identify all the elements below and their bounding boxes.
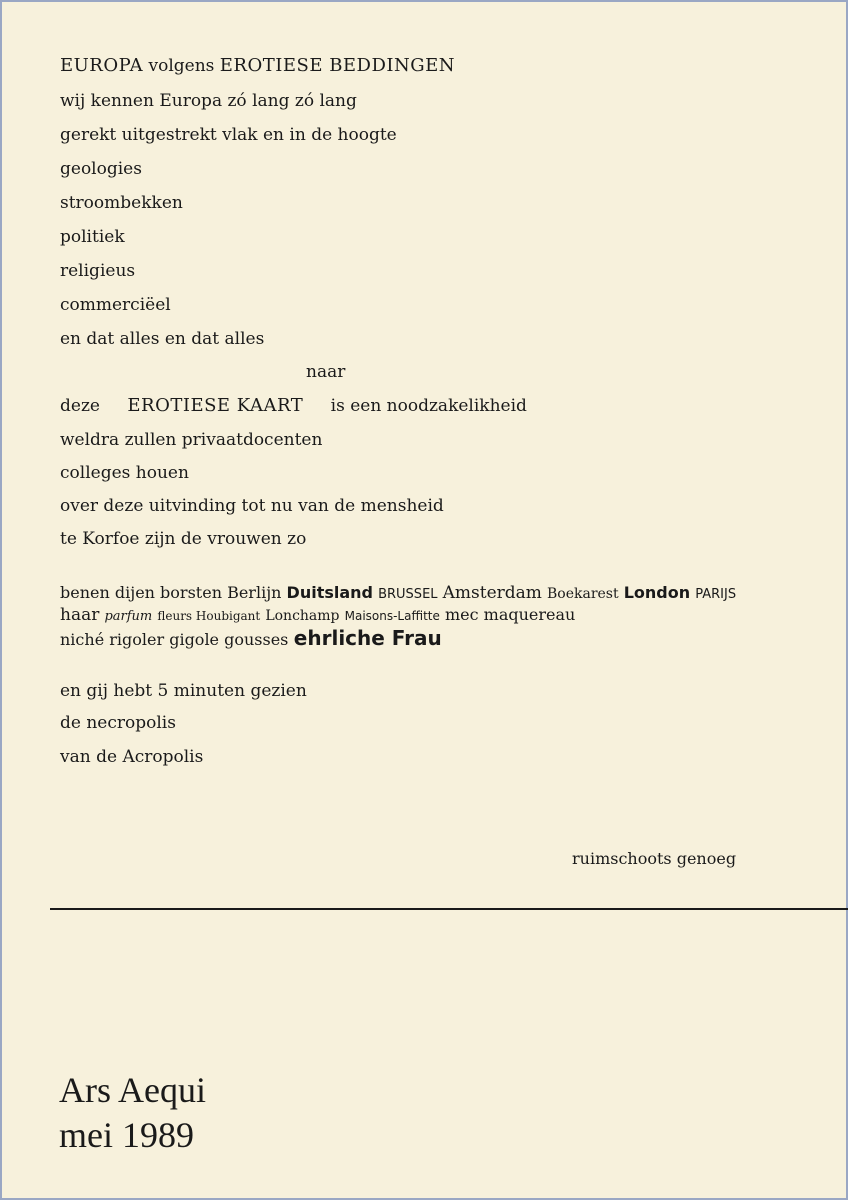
- collage-word: BRUSSEL: [378, 587, 438, 602]
- poem-line: te Korfoe zijn de vrouwen zo: [60, 529, 307, 549]
- poem-line: van de Acropolis: [60, 747, 204, 767]
- noodzakelikheid-phrase: is een noodzakelikheid: [330, 396, 527, 416]
- collage-word: benen dijen borsten Berlijn: [60, 583, 282, 602]
- poem-line: gerekt uitgestrekt vlak en in de hoogte: [60, 125, 397, 145]
- collage-word: parfum: [104, 609, 153, 624]
- collage-line-3: [60, 628, 442, 650]
- poem-line: over deze uitvinding tot nu van de mensheid: [60, 496, 444, 516]
- poem-naar: naar: [306, 362, 346, 382]
- erotiese-kaart: EROTIESE KAART: [127, 395, 304, 416]
- collage-word: niché rigoler gigole gousses: [60, 630, 289, 649]
- collage-word: haar: [60, 605, 100, 625]
- deze-word: deze: [60, 396, 100, 416]
- poem-line: colleges houen: [60, 463, 189, 483]
- poem-line: de necropolis: [60, 713, 176, 733]
- poem-line: stroombekken: [60, 193, 183, 213]
- collage-word: Boekarest: [547, 586, 619, 602]
- poem-signature: ruimschoots genoeg: [572, 849, 737, 868]
- collage-word: Amsterdam: [442, 583, 542, 603]
- poem-line: en dat alles en dat alles: [60, 329, 265, 349]
- collage-line-1: [60, 583, 736, 605]
- collage-word: ehrliche Frau: [293, 626, 442, 650]
- collage-word: fleurs Houbigant: [157, 609, 261, 623]
- collage-line-2: [60, 605, 575, 627]
- title-europa: EUROPA: [60, 55, 144, 76]
- poem-line: politiek: [60, 227, 125, 247]
- divider-line: [50, 908, 848, 910]
- poem-line: wij kennen Europa zó lang zó lang: [60, 91, 357, 111]
- poem-title: [60, 56, 455, 76]
- title-erotiese-beddingen: EROTIESE BEDDINGEN: [219, 55, 456, 76]
- collage-word: Lonchamp: [265, 608, 340, 624]
- poem-line: weldra zullen privaatdocenten: [60, 430, 323, 450]
- collage-word: Duitsland: [286, 583, 373, 602]
- title-volgens: volgens: [148, 56, 215, 76]
- collage-word: PARIJS: [695, 587, 737, 602]
- collage-word: Maisons-Laffitte: [344, 609, 440, 623]
- poem-line: en gij hebt 5 minuten gezien: [60, 681, 307, 701]
- poem-line: commerciëel: [60, 295, 171, 315]
- poem-line-kaart: [60, 396, 527, 416]
- journal-issue: mei 1989: [59, 1115, 194, 1155]
- poem-line: religieus: [60, 261, 136, 281]
- journal-title: Ars Aequi: [59, 1070, 206, 1110]
- collage-word: mec maquereau: [444, 605, 576, 624]
- collage-word: London: [623, 583, 691, 602]
- poem-line: geologies: [60, 159, 142, 179]
